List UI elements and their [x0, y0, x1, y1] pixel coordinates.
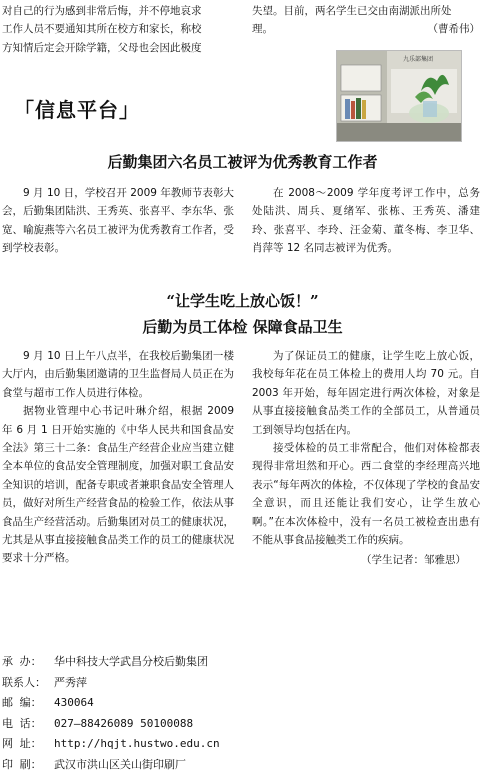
article2-headline-quote: “让学生吃上放心饭！” [166, 292, 319, 310]
article2-author: （学生记者：邹雅思） [361, 554, 466, 567]
top-right-column [252, 2, 480, 39]
top-left-column [2, 2, 232, 57]
publisher-row-postcode [2, 693, 220, 714]
publisher-value: 武汉市洪山区关山街印刷厂 [54, 757, 186, 771]
author-credit: （曹希伟） [427, 23, 480, 36]
publisher-key: 电 话： [2, 716, 42, 730]
publisher-value: 华中科技大学武昌分校后勤集团 [54, 655, 208, 668]
publisher-key: 邮 编： [2, 696, 42, 710]
article1-right-column [252, 184, 480, 258]
publisher-value: 027—88426089 50100088 [54, 716, 194, 730]
publisher-info [2, 652, 220, 776]
publisher-row-website [2, 734, 220, 755]
publisher-row-contact [2, 673, 220, 694]
article1-left-paragraph: 9 月 10 日，学校召开 2009 年教师节表彰大会，后勤集团陆洪、王秀英、张喜平、李东华、张宽、喻旎燕等六名员工被评为优秀教育工作者，受到学校表彰。 [2, 187, 234, 255]
article2-headline-main: 后勤为员工体检 保障食品卫生 [142, 318, 343, 336]
publisher-key: 承 办： [2, 655, 42, 668]
section-title: 「信息平台」 [14, 98, 140, 122]
text-line: 工作人员不要通知其所在校方和家长，称校 [2, 23, 202, 36]
publisher-row-printer [2, 755, 220, 776]
article2-right-column [252, 347, 480, 570]
office-photo [336, 50, 462, 142]
publisher-key: 印 刷： [2, 757, 42, 771]
text-line: 对自己的行为感到非常后悔，并不停地哀求 [2, 5, 202, 17]
website-link[interactable]: http://hqjt.hustwo.edu.cn [54, 737, 220, 751]
text-line-end: 理。 [252, 23, 273, 36]
article2-right-paragraph: 为了保证员工的健康，让学生吃上放心饭，我校每年花在员工体检上的费用人均 70 元。自 2003 年开始，每年固定进行两次体检，对象是从事直接接触食品类工作的全部员工，从普通员工到领导均包括在内。 [252, 350, 480, 436]
text-line [252, 20, 480, 38]
article2-right-paragraph: 接受体检的员工非常配合，他们对体检都表现得非常坦然和开心。西二食堂的李经理高兴地表示“每年两次的体检，不仅体现了学校的食品安全意识，而且还能让我们安心，让学生放心啊。”在本次体检中，没有一名员工被检查出患有不能从事食品接触类工作的疾病。 [252, 442, 480, 547]
text-line: 失望。目前，两名学生已交由南湖派出所处 [252, 5, 452, 17]
publisher-key: 联系人： [2, 675, 46, 689]
photo-caption: 九乐部集团 [403, 56, 434, 63]
article2-left-paragraph: 据物业管理中心书记叶琳介绍，根据 2009 年 6 月 1 日开始实施的《中华人民共和国食品安全法》第三十二条：食品生产经营企业应当建立健全本单位的食品安全管理制度，加强对职工食品安全知识的培训，配备专职或者兼职食品安全管理人员，做好对所生产经营食品的检验工作，依法从事食品生产经营活动。后勤集团对员工的健康状况，尤其是从事直接接触食品类工作的员工的健康状况要求十分严格。 [2, 405, 234, 565]
article2-left-paragraph: 9 月 10 日上午八点半，在我校后勤集团一楼大厅内，由后勤集团邀请的卫生监督局人员正在为食堂与超市工作人员进行体检。 [2, 350, 234, 399]
article1-left-column [2, 184, 234, 258]
publisher-value: 严秀萍 [54, 675, 87, 689]
photo-image [337, 51, 461, 141]
article1-right-paragraph: 在 2008～2009 学年度考评工作中，总务处陆洪、周兵、夏绪军、张栋、王秀英、潘建玲、张喜平、李玲、汪金菊、董冬梅、李卫华、肖萍等 12 名同志被评为优秀。 [252, 187, 480, 255]
article1-headline: 后勤集团六名员工被评为优秀教育工作者 [107, 153, 378, 171]
publisher-row-phone [2, 714, 220, 735]
text-line: 方知情后定会开除学籍，父母也会因此极度 [2, 41, 202, 54]
publisher-key: 网 址： [2, 737, 42, 751]
publisher-value: 430064 [54, 696, 94, 710]
publisher-row-organizer [2, 652, 220, 673]
article2-left-column [2, 347, 234, 568]
